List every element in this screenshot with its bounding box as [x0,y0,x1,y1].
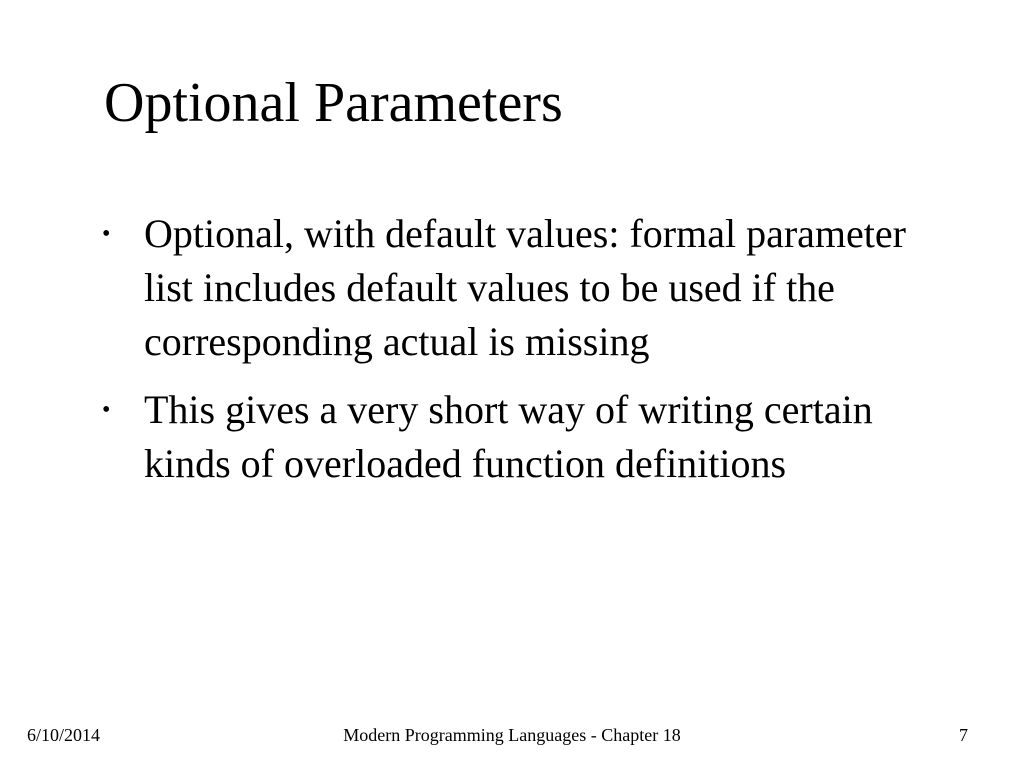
bullet-icon: • [102,221,111,247]
footer-center: Modern Programming Languages - Chapter 18 [343,725,681,745]
bullet-text: Optional, with default values: formal parameter list includes default values to be used if the corresponding actual is missing [144,211,906,364]
footer-date: 6/10/2014 [27,725,101,745]
page-number: 7 [959,725,968,745]
bullet-item [98,207,938,369]
slide-title: Optional Parameters [104,72,563,134]
bullet-item [98,383,938,491]
bullet-icon: • [102,397,111,423]
bullet-text: This gives a very short way of writing certain kinds of overloaded function definitions [144,387,873,486]
bullet-list [98,207,938,505]
